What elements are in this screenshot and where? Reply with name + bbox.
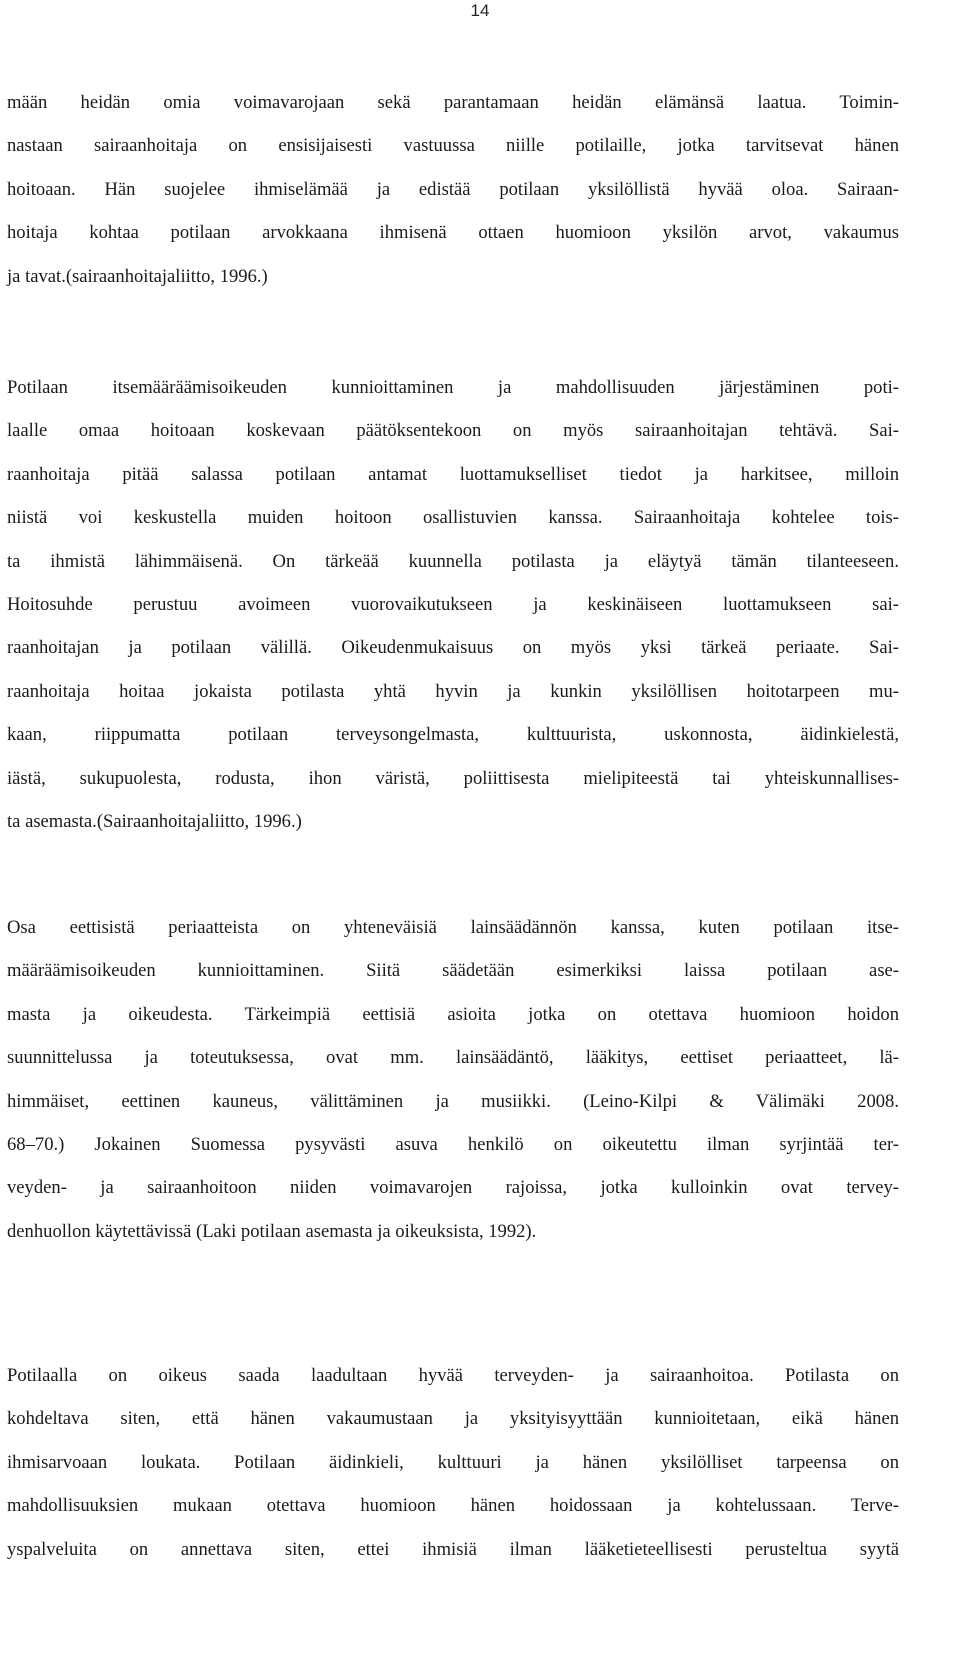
- text-line: ta ihmistä lähimmäisenä. On tärkeää kuunnella potilasta ja eläytyä tämän tilanteeseen.: [7, 550, 899, 572]
- text-line: ta asemasta.(Sairaanhoitajaliitto, 1996.): [7, 810, 302, 832]
- text-line: nastaan sairaanhoitaja on ensisijaisesti vastuussa niille potilaille, jotka tarvitsevat hänen: [7, 135, 899, 157]
- text-line: 68–70.) Jokainen Suomessa pysyvästi asuva henkilö on oikeutettu ilman syrjintää ter-: [7, 1133, 899, 1155]
- text-line: Hoitosuhde perustuu avoimeen vuorovaikutukseen ja keskinäiseen luottamukseen sai-: [7, 593, 899, 615]
- text-line: niistä voi keskustella muiden hoitoon osallistuvien kanssa. Sairaanhoitaja kohtelee tois-: [7, 507, 899, 529]
- text-line: masta ja oikeudesta. Tärkeimpiä eettisiä asioita jotka on otettava huomioon hoidon: [7, 1003, 899, 1025]
- paragraph-2: [7, 366, 899, 843]
- paragraph-3: [7, 906, 899, 1253]
- text-line: mahdollisuuksien mukaan otettava huomioon hänen hoidossaan ja kohtelussaan. Terve-: [7, 1495, 899, 1517]
- text-line: ja tavat.(sairaanhoitajaliitto, 1996.): [7, 265, 268, 287]
- text-line: raanhoitaja hoitaa jokaista potilasta yhtä hyvin ja kunkin yksilöllisen hoitotarpeen mu-: [7, 680, 899, 702]
- text-line: kaan, riippumatta potilaan terveysongelmasta, kulttuurista, uskonnosta, äidinkielestä,: [7, 724, 899, 746]
- paragraph-4: [7, 1354, 899, 1571]
- text-line: Osa eettisistä periaatteista on yhteneväisiä lainsäädännön kanssa, kuten potilaan itse-: [7, 917, 899, 938]
- text-line: denhuollon käytettävissä (Laki potilaan asemasta ja oikeuksista, 1992).: [7, 1220, 537, 1242]
- text-line: hoitaja kohtaa potilaan arvokkaana ihmisenä ottaen huomioon yksilön arvot, vakaumus: [7, 222, 899, 244]
- text-line: veyden- ja sairaanhoitoon niiden voimavarojen rajoissa, jotka kulloinkin ovat tervey-: [7, 1177, 899, 1199]
- text-line: iästä, sukupuolesta, rodusta, ihon väristä, poliittisesta mielipiteestä tai yhteiskunnallises-: [7, 767, 899, 789]
- text-line: himmäiset, eettinen kauneus, välittäminen ja musiikki. (Leino-Kilpi & Välimäki 2008.: [7, 1090, 899, 1112]
- text-line: suunnittelussa ja toteutuksessa, ovat mm. lainsäädäntö, lääkitys, eettiset periaatteet, lä-: [7, 1047, 899, 1069]
- text-line: raanhoitajan ja potilaan välillä. Oikeudenmukaisuus on myös yksi tärkeä periaate. Sai-: [7, 637, 899, 659]
- text-line: Potilaalla on oikeus saada laadultaan hyvää terveyden- ja sairaanhoitoa. Potilasta on: [7, 1365, 899, 1386]
- text-line: määräämisoikeuden kunnioittaminen. Siitä säädetään esimerkiksi laissa potilaan ase-: [7, 960, 899, 982]
- paragraph-1: [7, 81, 899, 298]
- text-line: hoitoaan. Hän suojelee ihmiselämää ja edistää potilaan yksilöllistä hyvää oloa. Sairaan-: [7, 178, 899, 200]
- text-line: laalle omaa hoitoaan koskevaan päätöksentekoon on myös sairaanhoitajan tehtävä. Sai-: [7, 420, 899, 442]
- text-line: Potilaan itsemääräämisoikeuden kunnioittaminen ja mahdollisuuden järjestäminen poti-: [7, 377, 899, 398]
- page-number: 14: [470, 1, 490, 20]
- text-line: yspalveluita on annettava siten, ettei ihmisiä ilman lääketieteellisesti perusteltua syytä: [7, 1538, 899, 1560]
- text-line: raanhoitaja pitää salassa potilaan antamat luottamukselliset tiedot ja harkitsee, milloin: [7, 463, 899, 485]
- text-line: mään heidän omia voimavarojaan sekä parantamaan heidän elämänsä laatua. Toimin-: [7, 92, 899, 113]
- text-line: kohdeltava siten, että hänen vakaumustaan ja yksityisyyttään kunnioitetaan, eikä hänen: [7, 1408, 899, 1430]
- text-line: ihmisarvoaan loukata. Potilaan äidinkieli, kulttuuri ja hänen yksilölliset tarpeensa on: [7, 1451, 899, 1473]
